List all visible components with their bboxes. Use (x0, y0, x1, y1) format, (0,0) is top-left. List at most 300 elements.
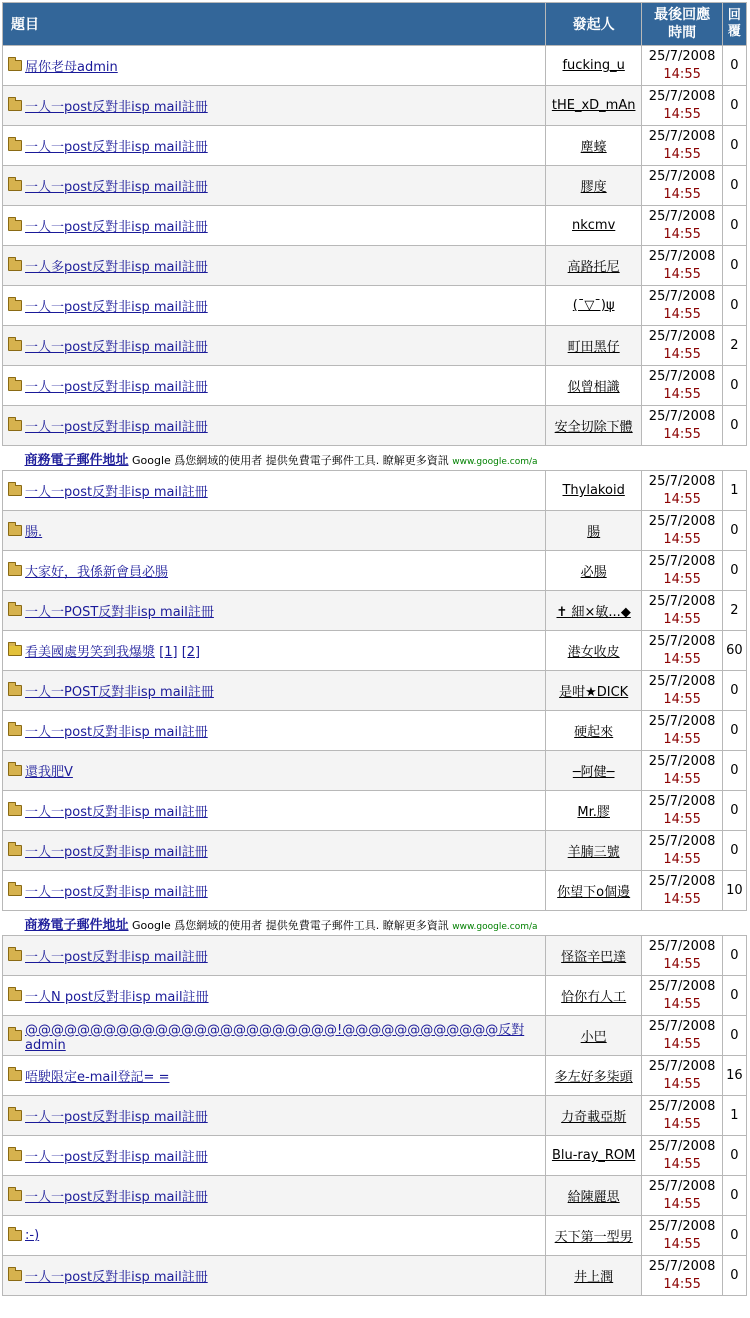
topic-cell (3, 206, 546, 246)
reply-clock: 14:55 (663, 186, 701, 202)
topic-link[interactable]: 唔駛限定e-mail登記= = (25, 1070, 170, 1085)
table-row (3, 1136, 747, 1176)
reply-clock: 14:55 (663, 491, 701, 507)
reply-count: 0 (722, 1176, 746, 1216)
table-row (3, 366, 747, 406)
reply-count: 0 (722, 1216, 746, 1256)
reply-date: 25/7/2008 (648, 873, 716, 889)
table-row (3, 1056, 747, 1096)
topic-link[interactable]: 一人多post反對非isp mail註冊 (25, 260, 208, 275)
topic-cell (3, 591, 546, 631)
topic-cell (3, 246, 546, 286)
starter-link[interactable]: fucking_u (562, 58, 625, 73)
folder-icon (8, 565, 22, 576)
topic-cell (3, 551, 546, 591)
reply-clock: 14:55 (663, 851, 701, 867)
topic-link[interactable]: 一人一post反對非isp mail註冊 (25, 100, 208, 115)
topic-cell (3, 126, 546, 166)
folder-icon (8, 1270, 22, 1281)
starter-cell (545, 551, 642, 591)
topic-cell (3, 1096, 546, 1136)
folder-icon (8, 340, 22, 351)
table-row (3, 751, 747, 791)
starter-link[interactable]: Thylakoid (562, 483, 625, 498)
reply-count: 0 (722, 791, 746, 831)
folder-icon (8, 1150, 22, 1161)
table-row (3, 936, 747, 976)
starter-link[interactable]: 安全切除下體 (554, 420, 633, 435)
starter-link[interactable]: 力奇載亞斯 (561, 1110, 627, 1125)
reply-clock: 14:55 (663, 731, 701, 747)
topic-link[interactable]: 一人一post反對非isp mail註冊 (25, 1110, 208, 1125)
page-link[interactable]: [1] (159, 645, 178, 660)
starter-link[interactable]: 你望下o個邊 (557, 885, 631, 900)
topic-cell (3, 166, 546, 206)
topic-list-table (2, 2, 747, 1296)
reply-date: 25/7/2008 (648, 473, 716, 489)
topic-cell (3, 286, 546, 326)
topic-cell (3, 831, 546, 871)
folder-icon (8, 60, 22, 71)
topic-link[interactable]: 一人一post反對非isp mail註冊 (25, 845, 208, 860)
reply-date: 25/7/2008 (648, 673, 716, 689)
topic-link[interactable]: 一人一post反對非isp mail註冊 (25, 380, 208, 395)
starter-cell (545, 246, 642, 286)
folder-icon (8, 1230, 22, 1241)
starter-link[interactable]: nkcmv (572, 218, 616, 233)
reply-date: 25/7/2008 (648, 1258, 716, 1274)
reply-count: 16 (722, 1056, 746, 1096)
reply-clock: 14:55 (663, 1236, 701, 1252)
reply-count: 0 (722, 551, 746, 591)
starter-link[interactable]: 小巴 (580, 1030, 607, 1045)
reply-date: 25/7/2008 (648, 978, 716, 994)
topic-cell (3, 871, 546, 911)
folder-icon (8, 420, 22, 431)
reply-date: 25/7/2008 (648, 753, 716, 769)
reply-clock: 14:55 (663, 66, 701, 82)
reply-count: 0 (722, 936, 746, 976)
header-topic: 題目 (3, 3, 546, 46)
ad-row (3, 911, 747, 936)
reply-count: 0 (722, 1016, 746, 1056)
reply-clock: 14:55 (663, 1196, 701, 1212)
starter-cell (545, 1176, 642, 1216)
last-reply-time (642, 86, 722, 126)
topic-link[interactable]: 一人一post反對非isp mail註冊 (25, 805, 208, 820)
folder-icon (8, 845, 22, 856)
topic-cell (3, 936, 546, 976)
topic-link[interactable]: 還我肥V (25, 765, 73, 780)
topic-cell (3, 1216, 546, 1256)
last-reply-time (642, 286, 722, 326)
topic-cell (3, 631, 546, 671)
reply-clock: 14:55 (663, 956, 701, 972)
last-reply-time (642, 511, 722, 551)
folder-icon (8, 100, 22, 111)
topic-link[interactable]: 一人一post反對非isp mail註冊 (25, 220, 208, 235)
folder-icon (8, 950, 22, 961)
reply-date: 25/7/2008 (648, 1018, 716, 1034)
reply-count: 0 (722, 86, 746, 126)
topic-cell (3, 46, 546, 86)
reply-count: 2 (722, 591, 746, 631)
table-row (3, 591, 747, 631)
reply-count: 2 (722, 326, 746, 366)
folder-icon (8, 180, 22, 191)
starter-link[interactable]: 多左好多柒頭 (554, 1070, 633, 1085)
reply-clock: 14:55 (663, 226, 701, 242)
last-reply-time (642, 1096, 722, 1136)
reply-count: 0 (722, 126, 746, 166)
topic-link[interactable]: 一人一post反對非isp mail註冊 (25, 485, 208, 500)
reply-clock: 14:55 (663, 1076, 701, 1092)
starter-cell (545, 326, 642, 366)
starter-link[interactable]: 怪盜辛巴達 (561, 950, 627, 965)
last-reply-time (642, 1176, 722, 1216)
reply-date: 25/7/2008 (648, 208, 716, 224)
folder-icon (8, 1030, 22, 1041)
topic-cell (3, 366, 546, 406)
starter-link[interactable]: 必腸 (580, 565, 607, 580)
reply-clock: 14:55 (663, 426, 701, 442)
ad-url[interactable]: www.google.com/a (452, 921, 538, 932)
last-reply-time (642, 871, 722, 911)
reply-date: 25/7/2008 (648, 1098, 716, 1114)
reply-date: 25/7/2008 (648, 288, 716, 304)
starter-link[interactable]: (¯▽¯)ψ (572, 298, 615, 313)
reply-date: 25/7/2008 (648, 593, 716, 609)
reply-clock: 14:55 (663, 1036, 701, 1052)
topic-cell (3, 671, 546, 711)
folder-icon (8, 990, 22, 1001)
reply-clock: 14:55 (663, 346, 701, 362)
table-row (3, 711, 747, 751)
reply-count: 1 (722, 1096, 746, 1136)
table-row (3, 126, 747, 166)
folder-icon (8, 485, 22, 496)
header-starter: 發起人 (545, 3, 642, 46)
reply-date: 25/7/2008 (648, 408, 716, 424)
topic-cell (3, 751, 546, 791)
reply-date: 25/7/2008 (648, 328, 716, 344)
folder-icon (8, 805, 22, 816)
folder-icon (8, 685, 22, 696)
folder-icon (8, 1190, 22, 1201)
reply-count: 0 (722, 671, 746, 711)
starter-link[interactable]: Mr.膠 (577, 805, 610, 820)
table-row (3, 471, 747, 511)
starter-cell (545, 671, 642, 711)
starter-cell (545, 286, 642, 326)
topic-cell (3, 1056, 546, 1096)
topic-cell (3, 1176, 546, 1216)
folder-icon (8, 140, 22, 151)
starter-cell (545, 166, 642, 206)
starter-cell (545, 791, 642, 831)
reply-clock: 14:55 (663, 146, 701, 162)
reply-count: 0 (722, 166, 746, 206)
starter-cell (545, 471, 642, 511)
table-row (3, 166, 747, 206)
reply-date: 25/7/2008 (648, 128, 716, 144)
starter-cell (545, 1256, 642, 1296)
ad-text: Google 爲您網域的使用者 提供免費電子郵件工具. 瞭解更多資訊 (132, 453, 449, 467)
topic-link[interactable]: 大家好，我係新會員必腸 (25, 565, 169, 580)
table-row (3, 1216, 747, 1256)
starter-link[interactable]: 高路托尼 (567, 260, 620, 275)
starter-link[interactable]: ─阿健─ (572, 765, 615, 780)
topic-link[interactable]: 一人一post反對非isp mail註冊 (25, 1190, 208, 1205)
topic-link[interactable]: 一人一post反對非isp mail註冊 (25, 1150, 208, 1165)
folder-icon (8, 885, 22, 896)
starter-link[interactable]: 膠度 (580, 180, 607, 195)
last-reply-time (642, 791, 722, 831)
table-row (3, 206, 747, 246)
reply-clock: 14:55 (663, 771, 701, 787)
table-row (3, 1096, 747, 1136)
last-reply-time (642, 591, 722, 631)
last-reply-time (642, 206, 722, 246)
last-reply-time (642, 671, 722, 711)
folder-icon (8, 380, 22, 391)
last-reply-time (642, 711, 722, 751)
folder-icon (8, 525, 22, 536)
table-row (3, 631, 747, 671)
topic-cell (3, 326, 546, 366)
starter-cell (545, 511, 642, 551)
starter-cell (545, 936, 642, 976)
starter-cell (545, 46, 642, 86)
reply-count: 0 (722, 246, 746, 286)
starter-cell (545, 1216, 642, 1256)
starter-link[interactable]: 硬起來 (574, 725, 614, 740)
reply-count: 0 (722, 46, 746, 86)
last-reply-time (642, 246, 722, 286)
reply-count: 0 (722, 206, 746, 246)
starter-link[interactable]: 恰你冇人工 (561, 990, 627, 1005)
reply-count: 0 (722, 711, 746, 751)
page-link[interactable]: [2] (181, 645, 201, 660)
starter-link[interactable]: ✝ 細×敏...◆ (556, 605, 631, 620)
reply-count: 0 (722, 976, 746, 1016)
topic-link[interactable]: 一人一post反對非isp mail註冊 (25, 300, 208, 315)
reply-count: 0 (722, 366, 746, 406)
starter-cell (545, 976, 642, 1016)
topic-cell (3, 1136, 546, 1176)
topic-link[interactable]: 一人一post反對非isp mail註冊 (25, 140, 208, 155)
starter-link[interactable]: 羊腩三號 (567, 845, 620, 860)
reply-count: 0 (722, 751, 746, 791)
last-reply-time (642, 46, 722, 86)
reply-count: 10 (722, 871, 746, 911)
ad-title-link[interactable]: 商務電子郵件地址 (24, 452, 129, 468)
folder-icon (8, 1070, 22, 1081)
table-row (3, 326, 747, 366)
topic-link[interactable]: 一人一post反對非isp mail註冊 (25, 885, 208, 900)
table-row (3, 551, 747, 591)
topic-link[interactable]: 一人一POST反對非isp mail註冊 (25, 685, 214, 700)
starter-cell (545, 1136, 642, 1176)
topic-cell (3, 791, 546, 831)
table-row (3, 791, 747, 831)
reply-clock: 14:55 (663, 811, 701, 827)
table-header (3, 3, 747, 46)
reply-count: 0 (722, 831, 746, 871)
reply-date: 25/7/2008 (648, 938, 716, 954)
topic-link[interactable]: 一人一post反對非isp mail註冊 (25, 1270, 208, 1285)
topic-link[interactable]: 一人一post反對非isp mail註冊 (25, 180, 208, 195)
last-reply-time (642, 976, 722, 1016)
table-row (3, 871, 747, 911)
starter-link[interactable]: tHE_xD_mAn (551, 98, 636, 113)
topic-link[interactable]: 一人一post反對非isp mail註冊 (25, 420, 208, 435)
starter-link[interactable]: 是咁★DICK (559, 685, 629, 700)
starter-cell (545, 366, 642, 406)
reply-clock: 14:55 (663, 1156, 701, 1172)
table-row (3, 511, 747, 551)
starter-cell (545, 871, 642, 911)
reply-clock: 14:55 (663, 306, 701, 322)
reply-date: 25/7/2008 (648, 1138, 716, 1154)
reply-clock: 14:55 (663, 531, 701, 547)
starter-cell (545, 126, 642, 166)
reply-clock: 14:55 (663, 891, 701, 907)
last-reply-time (642, 551, 722, 591)
folder-icon (8, 1110, 22, 1121)
reply-date: 25/7/2008 (648, 713, 716, 729)
ad-row (3, 446, 747, 471)
starter-link[interactable]: 天下第一型男 (554, 1230, 633, 1245)
reply-clock: 14:55 (663, 651, 701, 667)
folder-icon (8, 765, 22, 776)
topic-link[interactable]: 腸. (25, 525, 43, 540)
topic-link[interactable]: 一人N post反對非isp mail註冊 (25, 990, 209, 1005)
starter-link[interactable]: 町田黑仔 (567, 340, 620, 355)
topic-link[interactable]: @@@@@@@@@@@@@@@@@@@@@@@@!@@@@@@@@@@@@反對admin (25, 1022, 525, 1053)
last-reply-time (642, 1216, 722, 1256)
ad-url[interactable]: www.google.com/a (452, 456, 538, 467)
table-row (3, 286, 747, 326)
topic-link[interactable]: :-) (25, 1228, 40, 1243)
reply-date: 25/7/2008 (648, 513, 716, 529)
starter-cell (545, 1056, 642, 1096)
last-reply-time (642, 1256, 722, 1296)
topic-link[interactable]: 一人一post反對非isp mail註冊 (25, 725, 208, 740)
starter-link[interactable]: 井上潤 (574, 1270, 614, 1285)
last-reply-time (642, 366, 722, 406)
reply-date: 25/7/2008 (648, 633, 716, 649)
folder-icon (8, 300, 22, 311)
folder-icon (8, 605, 22, 616)
starter-link[interactable]: 腸 (587, 525, 601, 540)
header-last-reply-time: 最後回應 時間 (642, 3, 722, 46)
table-row (3, 46, 747, 86)
reply-count: 0 (722, 1136, 746, 1176)
ad-banner (3, 446, 747, 471)
starter-cell (545, 591, 642, 631)
last-reply-time (642, 326, 722, 366)
topic-link[interactable]: 一人一post反對非isp mail註冊 (25, 340, 208, 355)
starter-link[interactable]: 給陳麗思 (567, 1190, 620, 1205)
folder-icon (8, 725, 22, 736)
reply-count: 1 (722, 471, 746, 511)
topic-cell (3, 1016, 546, 1056)
starter-link[interactable]: 塵蠔 (580, 140, 607, 155)
last-reply-time (642, 406, 722, 446)
reply-clock: 14:55 (663, 996, 701, 1012)
starter-cell (545, 206, 642, 246)
reply-count: 0 (722, 286, 746, 326)
reply-date: 25/7/2008 (648, 88, 716, 104)
topic-cell (3, 1256, 546, 1296)
topic-link[interactable]: 看美國處男笑到我爆漿 (25, 645, 156, 660)
reply-count: 0 (722, 1256, 746, 1296)
starter-cell (545, 631, 642, 671)
starter-cell (545, 751, 642, 791)
reply-count: 0 (722, 406, 746, 446)
last-reply-time (642, 1016, 722, 1056)
topic-link[interactable]: 一人一post反對非isp mail註冊 (25, 950, 208, 965)
reply-clock: 14:55 (663, 571, 701, 587)
last-reply-time (642, 1056, 722, 1096)
topic-link[interactable]: 屌你老母admin (25, 60, 118, 75)
reply-date: 25/7/2008 (648, 168, 716, 184)
last-reply-time (642, 831, 722, 871)
reply-clock: 14:55 (663, 611, 701, 627)
ad-text: Google 爲您網域的使用者 提供免費電子郵件工具. 瞭解更多資訊 (132, 918, 449, 932)
reply-count: 0 (722, 511, 746, 551)
starter-link[interactable]: Blu-ray_ROM (551, 1148, 636, 1163)
last-reply-time (642, 1136, 722, 1176)
starter-cell (545, 1096, 642, 1136)
starter-link[interactable]: 港女收皮 (567, 645, 620, 660)
reply-clock: 14:55 (663, 106, 701, 122)
header-replies: 回 覆 (722, 3, 746, 46)
starter-cell (545, 86, 642, 126)
topic-cell (3, 711, 546, 751)
reply-clock: 14:55 (663, 691, 701, 707)
last-reply-time (642, 936, 722, 976)
last-reply-time (642, 751, 722, 791)
reply-clock: 14:55 (663, 1116, 701, 1132)
topic-cell (3, 86, 546, 126)
reply-date: 25/7/2008 (648, 248, 716, 264)
reply-date: 25/7/2008 (648, 368, 716, 384)
reply-date: 25/7/2008 (648, 48, 716, 64)
last-reply-time (642, 126, 722, 166)
last-reply-time (642, 471, 722, 511)
folder-icon (8, 220, 22, 231)
topic-cell (3, 406, 546, 446)
table-row (3, 1256, 747, 1296)
starter-cell (545, 831, 642, 871)
reply-date: 25/7/2008 (648, 553, 716, 569)
reply-date: 25/7/2008 (648, 1058, 716, 1074)
reply-date: 25/7/2008 (648, 833, 716, 849)
topic-link[interactable]: 一人一POST反對非isp mail註冊 (25, 605, 214, 620)
reply-clock: 14:55 (663, 386, 701, 402)
topic-cell (3, 511, 546, 551)
ad-banner (3, 911, 747, 936)
table-row (3, 246, 747, 286)
reply-clock: 14:55 (663, 1276, 701, 1292)
starter-link[interactable]: 似曾相識 (567, 380, 620, 395)
ad-title-link[interactable]: 商務電子郵件地址 (24, 917, 129, 933)
starter-cell (545, 406, 642, 446)
last-reply-time (642, 166, 722, 206)
starter-cell (545, 1016, 642, 1056)
